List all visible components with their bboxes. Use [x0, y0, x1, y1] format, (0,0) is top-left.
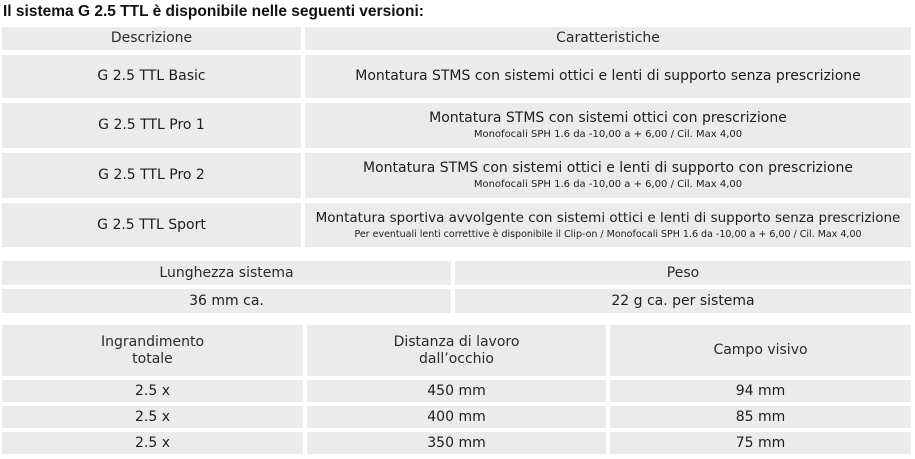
version-name: G 2.5 TTL Basic — [97, 68, 206, 84]
table-row — [2, 380, 303, 402]
field-of-view-value: 75 mm — [735, 434, 786, 451]
version-features: Montatura STMS con sistemi ottici e lenti di supporto con prescrizione — [363, 160, 853, 176]
table-row-features — [305, 103, 911, 148]
working-distance-value: 400 mm — [427, 408, 486, 425]
magnification-value: 2.5 x — [135, 434, 170, 451]
working-distance-value: 350 mm — [427, 434, 486, 451]
magnification-value: 2.5 x — [135, 382, 170, 399]
table-header-cell — [305, 27, 911, 50]
table-row-features — [305, 55, 911, 98]
version-features: Montatura sportiva avvolgente con sistemi ottici e lenti di supporto senza prescrizione — [315, 209, 901, 226]
table-row — [307, 380, 606, 402]
table-header-cell — [2, 27, 301, 50]
table-row — [307, 406, 606, 428]
table-header-cell — [2, 325, 303, 376]
header-label: Peso — [666, 264, 700, 281]
header-label: Lunghezza sistema — [159, 264, 294, 281]
working-distance-value: 450 mm — [427, 382, 486, 399]
header-label: Distanza di lavoro — [393, 333, 520, 350]
table-row — [610, 406, 911, 428]
table-header-cell — [455, 261, 911, 285]
header-label: totale — [132, 350, 173, 367]
table-header-cell — [307, 325, 606, 376]
header-label: Campo visivo — [713, 342, 808, 358]
spec-value-cell — [455, 289, 911, 313]
version-name: G 2.5 TTL Pro 1 — [98, 117, 205, 133]
magnification-value: 2.5 x — [135, 408, 170, 425]
version-features: Montatura STMS con sistemi ottici e lenti di supporto senza prescrizione — [355, 68, 861, 84]
table-header-cell — [610, 325, 911, 376]
page-title: Il sistema G 2.5 TTL è disponibile nelle seguenti versioni: — [3, 3, 424, 20]
spec-length-value: 36 mm ca. — [189, 292, 264, 309]
table-row-name — [2, 103, 301, 148]
table-row — [610, 380, 911, 402]
header-label: Descrizione — [110, 30, 193, 46]
version-note: Monofocali SPH 1.6 da -10,00 a + 6,00 / Cil. Max 4,00 — [473, 179, 743, 190]
table-row-features — [305, 153, 911, 198]
version-features: Montatura STMS con sistemi ottici con prescrizione — [429, 110, 787, 126]
table-row — [307, 432, 606, 454]
spec-value-cell — [2, 289, 451, 313]
table-header-cell — [2, 261, 451, 285]
version-note: Monofocali SPH 1.6 da -10,00 a + 6,00 / Cil. Max 4,00 — [473, 129, 743, 140]
field-of-view-value: 94 mm — [735, 382, 786, 399]
table-row-name — [2, 55, 301, 98]
header-label: Caratteristiche — [556, 30, 660, 46]
spec-weight-value: 22 g ca. per sistema — [611, 292, 755, 309]
table-row — [610, 432, 911, 454]
table-row-name — [2, 203, 301, 247]
header-label: Ingrandimento — [100, 333, 205, 350]
table-row — [2, 432, 303, 454]
table-row — [2, 406, 303, 428]
version-name: G 2.5 TTL Sport — [97, 216, 206, 233]
field-of-view-value: 85 mm — [735, 408, 786, 425]
table-row-features — [305, 203, 911, 247]
header-label: dall’occhio — [419, 350, 494, 367]
table-row-name — [2, 153, 301, 198]
version-note: Per eventuali lenti correttive è disponibile il Clip-on / Monofocali SPH 1.6 da -10,00 a + 6,00 / Cil. Max 4,00 — [354, 228, 862, 240]
version-name: G 2.5 TTL Pro 2 — [98, 167, 205, 183]
